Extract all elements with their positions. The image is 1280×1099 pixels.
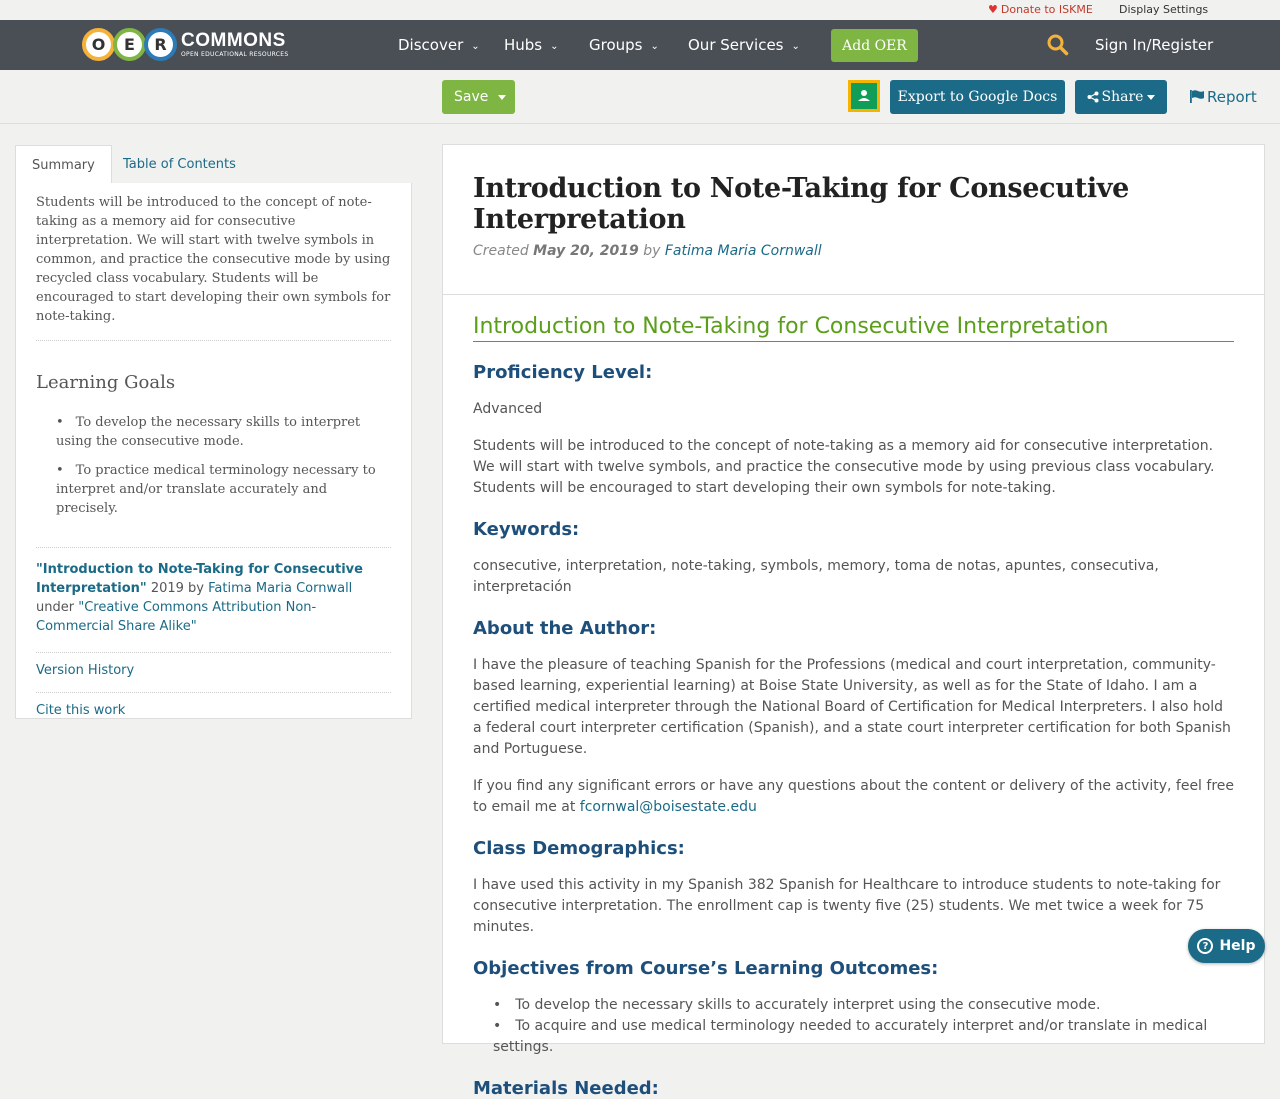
- report-link[interactable]: [1190, 88, 1257, 106]
- tab-table-of-contents[interactable]: Table of Contents: [123, 157, 236, 172]
- learning-goal-item: • To develop the necessary skills to interpret using the consecutive mode.: [56, 413, 391, 451]
- logo-text: [181, 31, 289, 58]
- nav-hubs[interactable]: [504, 36, 559, 54]
- share-label: Share: [1101, 89, 1144, 105]
- proficiency-value: Advanced: [473, 401, 543, 417]
- keywords-heading: Keywords:: [473, 519, 580, 540]
- add-oer-button[interactable]: Add OER: [831, 29, 918, 62]
- nav-hubs-label: Hubs: [504, 36, 543, 54]
- learning-goals-heading: Learning Goals: [36, 372, 176, 393]
- nav-discover-label: Discover: [398, 36, 464, 54]
- google-classroom-icon[interactable]: [848, 80, 880, 112]
- attribution-year-by: 2019 by: [146, 581, 209, 596]
- share-button[interactable]: [1075, 80, 1167, 114]
- objectives-heading: Objectives from Course’s Learning Outcomes:: [473, 958, 939, 979]
- logo-letter-o: O: [82, 28, 115, 61]
- author-link[interactable]: Fatima Maria Cornwall: [664, 243, 822, 259]
- sign-in-register-link[interactable]: Sign In/Register: [1095, 36, 1214, 54]
- chevron-down-icon: ⌄: [471, 41, 480, 52]
- contact-text: If you find any significant errors or have any questions about the content or delivery of the activity, feel free to email me at: [473, 778, 1234, 815]
- caret-down-icon: [498, 95, 506, 100]
- objective-item: • To acquire and use medical terminology needed to accurately interpret and/or translate in medical settings.: [493, 1016, 1234, 1058]
- logo-letter-e: E: [113, 28, 146, 61]
- nav-groups-label: Groups: [589, 36, 643, 54]
- chevron-down-icon: ⌄: [550, 41, 559, 52]
- question-icon: ?: [1197, 938, 1213, 954]
- search-icon[interactable]: [1047, 34, 1068, 55]
- save-label: Save: [454, 89, 489, 105]
- objective-item: • To develop the necessary skills to accurately interpret using the consecutive mode.: [493, 995, 1234, 1016]
- help-label: Help: [1219, 938, 1256, 954]
- main-navbar: [0, 20, 1280, 70]
- learning-goal-item: • To practice medical terminology necessary to interpret and/or translate accurately and precisely.: [56, 461, 391, 518]
- created-label: Created: [473, 243, 529, 259]
- chevron-down-icon: ⌄: [791, 41, 800, 52]
- logo-name: COMMONS: [181, 29, 286, 51]
- nav-our-services-label: Our Services: [688, 36, 784, 54]
- created-date: May 20, 2019: [533, 243, 639, 259]
- nav-our-services[interactable]: [688, 36, 800, 54]
- classroom-person-glyph: [855, 87, 873, 105]
- contact-paragraph: [473, 776, 1234, 818]
- resource-toolbar: [0, 70, 1280, 124]
- help-button[interactable]: [1188, 929, 1265, 963]
- donate-label: Donate to ISKME: [1000, 3, 1093, 16]
- resource-meta: [473, 243, 1234, 259]
- chevron-down-icon: ⌄: [650, 41, 659, 52]
- version-history-link[interactable]: Version History: [36, 653, 391, 693]
- save-button[interactable]: [442, 80, 515, 114]
- heart-icon: ♥: [988, 3, 998, 16]
- resource-body: [443, 295, 1264, 1099]
- page-title: Introduction to Note-Taking for Consecutive Interpretation: [473, 173, 1130, 235]
- cite-this-work-link[interactable]: Cite this work: [36, 703, 126, 718]
- donate-link[interactable]: [988, 3, 1093, 16]
- nav-groups[interactable]: [589, 36, 659, 54]
- caret-down-icon: [1147, 95, 1155, 100]
- nav-discover[interactable]: [398, 36, 480, 54]
- logo-letter-r: R: [144, 28, 177, 61]
- attribution-title-link[interactable]: "Introduction to Note-Taking for Consecutive Interpretation": [36, 562, 363, 596]
- class-demographics-text: I have used this activity in my Spanish 382 Spanish for Healthcare to introduce students to note-taking for consecutive interpretation. The enrollment cap is twenty five (25) students. We met twice a week for 75 minutes.: [473, 877, 1221, 935]
- attribution-under: under: [36, 600, 79, 615]
- license-link[interactable]: "Creative Commons Attribution Non-Commercial Share Alike": [36, 600, 317, 634]
- utility-bar: [0, 0, 1280, 20]
- attribution: [36, 548, 391, 653]
- learning-goals-list: [36, 413, 391, 548]
- class-demographics-heading: Class Demographics:: [473, 838, 685, 859]
- report-label: Report: [1207, 88, 1257, 106]
- section-title: Introduction to Note-Taking for Consecutive Interpretation: [473, 313, 1234, 342]
- materials-heading: Materials Needed:: [473, 1078, 659, 1099]
- author-bio: I have the pleasure of teaching Spanish for the Professions (medical and court interpretation, community-based learning, experiential learning) at Boise State University, as well as for the State of Idaho. I am a certified medical interpreter through the National Board of Certification for Medical Interpreters. I also hold a federal court interpreter certification (Spanish), and a state court interpreter certification for both Spanish and Portuguese.: [473, 657, 1231, 757]
- by-label: by: [643, 243, 661, 259]
- oer-commons-logo[interactable]: [82, 26, 289, 62]
- tab-summary[interactable]: Summary: [15, 145, 112, 185]
- description-text: Students will be introduced to the concept of note-taking as a memory aid for consecutive interpretation. We will start with twelve symbols, and practice the consecutive mode by using previous class vocabulary. Students will be encouraged to start developing their own symbols for note-taking.: [473, 438, 1215, 496]
- sidebar-tabs: [15, 145, 412, 184]
- export-google-docs-button[interactable]: Export to Google Docs: [890, 80, 1065, 114]
- summary-panel: [15, 183, 412, 719]
- proficiency-heading: Proficiency Level:: [473, 362, 653, 383]
- summary-text: Students will be introduced to the concept of note-taking as a memory aid for consecutive interpretation. We will start with twelve symbols in common, and practice the consecutive mode by using recycled class vocabulary. Students will be encouraged to start developing their own symbols for note-taking.: [36, 193, 391, 341]
- attribution-author-link[interactable]: Fatima Maria Cornwall: [208, 581, 353, 596]
- keywords-text: consecutive, interpretation, note-taking, symbols, memory, toma de notas, apuntes, consecutiva, interpretación: [473, 558, 1159, 595]
- display-settings-link[interactable]: Display Settings: [1119, 3, 1209, 16]
- resource-content: [442, 144, 1265, 1099]
- objectives-list: [473, 995, 1234, 1058]
- about-author-heading: About the Author:: [473, 618, 657, 639]
- share-icon: [1087, 91, 1099, 103]
- resource-header: [443, 145, 1264, 295]
- email-link[interactable]: fcornwal@boisestate.edu: [579, 799, 757, 815]
- logo-tagline: OPEN EDUCATIONAL RESOURCES: [181, 50, 289, 58]
- flag-icon: [1190, 90, 1204, 103]
